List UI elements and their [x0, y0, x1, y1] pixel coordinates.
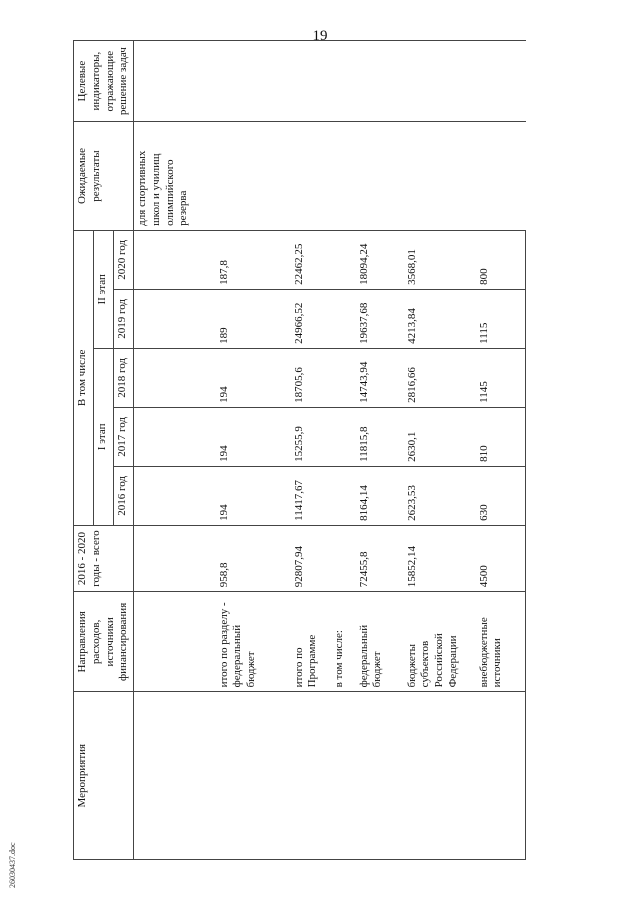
row-value: 18705,6: [291, 348, 331, 407]
row-total: 958,8: [216, 525, 291, 591]
row-value: 2630,1: [404, 407, 476, 466]
row-label: в том числе:: [331, 592, 356, 692]
header-year: 2018 год: [114, 348, 134, 407]
row-value: 194: [216, 466, 291, 525]
row-value: 8164,14: [356, 466, 404, 525]
row-value: 630: [476, 466, 526, 525]
row-value: 14743,94: [356, 348, 404, 407]
rotated-table-frame: [73, 40, 633, 860]
row-value: 2623,53: [404, 466, 476, 525]
row-value: 24966,52: [291, 289, 331, 348]
header-stage-2: II этап: [94, 230, 114, 348]
row-value: 11417,67: [291, 466, 331, 525]
header-including: В том числе: [74, 230, 94, 525]
header-year: 2019 год: [114, 289, 134, 348]
row-value: 18094,24: [356, 230, 404, 289]
row-total: 92807,94: [291, 525, 331, 591]
file-code: 26030437.doc: [8, 842, 17, 888]
row-value: 22462,25: [291, 230, 331, 289]
row-value: 19637,68: [356, 289, 404, 348]
row-label: итого по Программе: [291, 592, 331, 692]
row-value: 11815,8: [356, 407, 404, 466]
table-row: [134, 41, 216, 860]
row-value: 189: [216, 289, 291, 348]
page-number: 19: [312, 28, 328, 44]
row-value: 1145: [476, 348, 526, 407]
header-year: 2017 год: [114, 407, 134, 466]
row-total: 72455,8: [356, 525, 404, 591]
header-results: Ожидаемые результаты: [74, 122, 134, 231]
row-label: бюджеты субъектов Российской Федерации: [404, 592, 476, 692]
financing-table: [73, 40, 526, 860]
row-total: 4500: [476, 525, 526, 591]
row-label: внебюджетные источники: [476, 592, 526, 692]
row-value: 4213,84: [404, 289, 476, 348]
row-total: 15852,14: [404, 525, 476, 591]
header-stage-1: I этап: [94, 348, 114, 525]
header-directions: Направления расходов, источники финансирования: [74, 592, 134, 692]
row-value: 187,8: [216, 230, 291, 289]
header-year: 2020 год: [114, 230, 134, 289]
row-label: федеральный бюджет: [356, 592, 404, 692]
row-value: 800: [476, 230, 526, 289]
row-value: 194: [216, 348, 291, 407]
row-value: 810: [476, 407, 526, 466]
row-value: 1115: [476, 289, 526, 348]
row-value: 3568,01: [404, 230, 476, 289]
row-value: 194: [216, 407, 291, 466]
expected-results-text: для спортивных школ и училищ олимпийского резерва: [134, 122, 526, 231]
row-label: итого по разделу - федеральный бюджет: [216, 592, 291, 692]
row-value: 2816,66: [404, 348, 476, 407]
header-events: Мероприятия: [74, 692, 134, 860]
header-total: 2016 - 2020 годы - всего: [74, 525, 134, 591]
row-value: 15255,9: [291, 407, 331, 466]
header-indicators: Целевые индикаторы, отражающие решение задач: [74, 41, 134, 122]
header-year: 2016 год: [114, 466, 134, 525]
